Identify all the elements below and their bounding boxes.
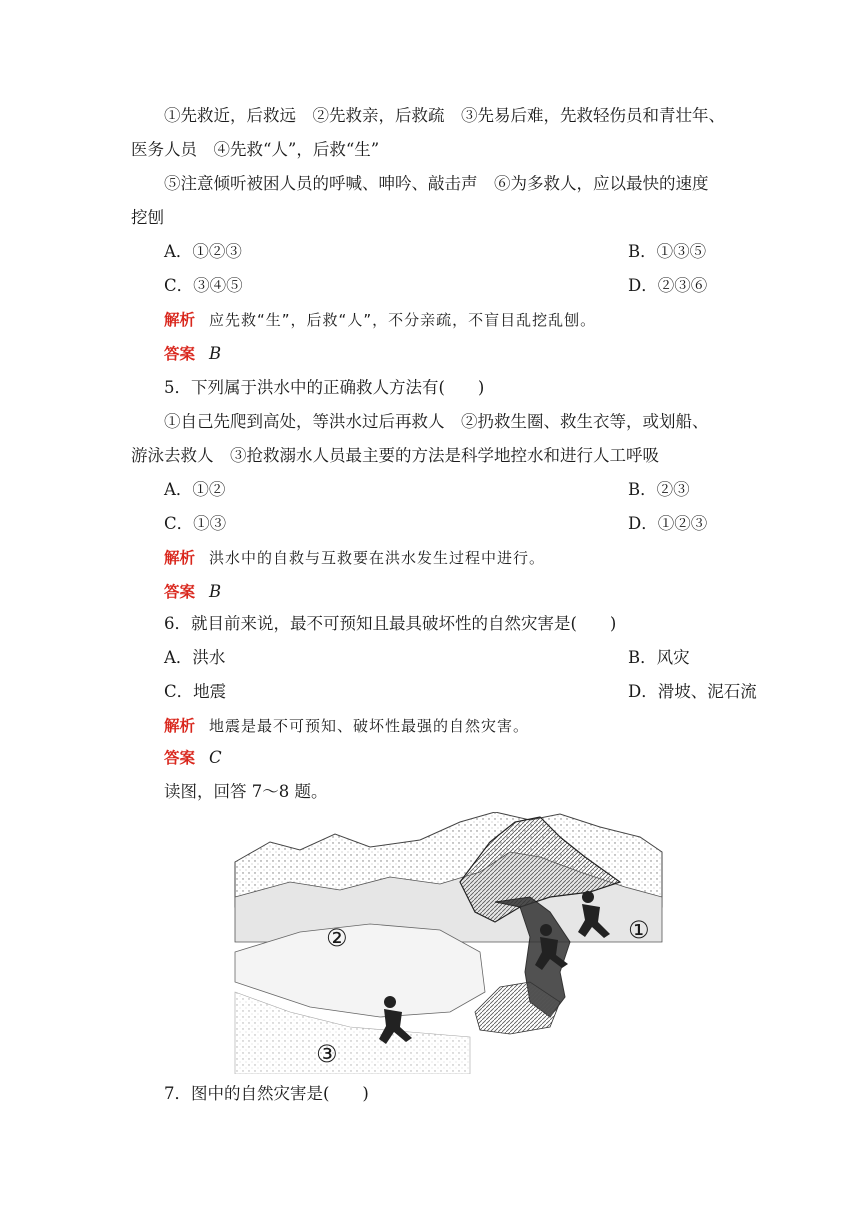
q6-answer: [164, 745, 760, 771]
q4-choice-row-2: [164, 273, 760, 299]
q6-analysis: [164, 713, 760, 739]
analysis-text: 地震是最不可预知、破坏性最强的自然灾害。: [209, 717, 530, 735]
analysis-label: 解析: [164, 549, 196, 567]
q4-options-line-3: ⑤注意倾听被困人员的呼喊、呻吟、敲击声 ⑥为多救人，应以最快的速度: [164, 174, 709, 193]
q6-choice-d: D．滑坡、泥石流: [628, 682, 757, 701]
q4-choice-c: C．③④⑤: [164, 276, 243, 295]
q5-stem: 5．下列属于洪水中的正确救人方法有( ): [164, 378, 485, 397]
figure-label-1: ①: [628, 916, 650, 944]
q5-choice-row-2: [164, 511, 760, 537]
q6-choice-row-2: [164, 679, 760, 705]
answer-value: B: [209, 344, 222, 363]
answer-label: 答案: [164, 583, 196, 601]
q4-options-line-4: 挖刨: [131, 208, 164, 227]
q6-choice-b: B．风灾: [628, 648, 690, 667]
analysis-text: 洪水中的自救与互救要在洪水发生过程中进行。: [209, 549, 546, 567]
q4-analysis: [164, 307, 760, 333]
q5-choice-a: A．①②: [164, 480, 226, 499]
landslide-illustration: [230, 812, 670, 1074]
figure-label-3: ③: [316, 1040, 338, 1068]
q5-choice-b: B．②③: [628, 480, 690, 499]
q6-stem: 6．就目前来说，最不可预知且最具破坏性的自然灾害是( ): [164, 614, 617, 633]
analysis-label: 解析: [164, 717, 196, 735]
q6-choice-a: A．洪水: [164, 648, 226, 667]
q5-choice-d: D．①②③: [628, 514, 708, 533]
q5-choice-c: C．①③: [164, 514, 227, 533]
q4-choice-row-1: [164, 239, 760, 265]
q6-choice-c: C．地震: [164, 682, 227, 701]
q5-options-line-2: 游泳去救人 ③抢救溺水人员最主要的方法是科学地控水和进行人工呼吸: [131, 446, 659, 465]
q6-choice-row-1: [164, 645, 760, 671]
q4-choice-b: B．①③⑤: [628, 242, 707, 261]
answer-label: 答案: [164, 345, 196, 363]
figure-intro: 读图，回答 7～8 题。: [164, 782, 328, 801]
figure-label-2: ②: [326, 924, 348, 952]
q7-stem: 7．图中的自然灾害是( ): [164, 1084, 369, 1103]
landslide-drawing: [230, 812, 670, 1074]
q4-options-line-1: ①先救近，后救远 ②先救亲，后救疏 ③先易后难，先救轻伤员和青壮年、: [164, 106, 725, 125]
q4-choice-a: A．①②③: [164, 242, 242, 261]
q4-options-line-2: 医务人员 ④先救“人”，后救“生”: [131, 140, 380, 159]
q5-options-line-1: ①自己先爬到高处，等洪水过后再救人 ②扔救生圈、救生衣等，或划船、: [164, 412, 709, 431]
q4-choice-d: D．②③⑥: [628, 276, 708, 295]
analysis-label: 解析: [164, 311, 196, 329]
answer-label: 答案: [164, 749, 196, 767]
answer-value: B: [209, 582, 222, 601]
q5-analysis: [164, 545, 760, 571]
q4-answer: [164, 341, 760, 367]
analysis-text: 应先救“生”，后救“人”，不分亲疏，不盲目乱挖乱刨。: [209, 311, 597, 329]
q5-choice-row-1: [164, 477, 760, 503]
q5-answer: [164, 579, 760, 605]
answer-value: C: [209, 748, 222, 767]
